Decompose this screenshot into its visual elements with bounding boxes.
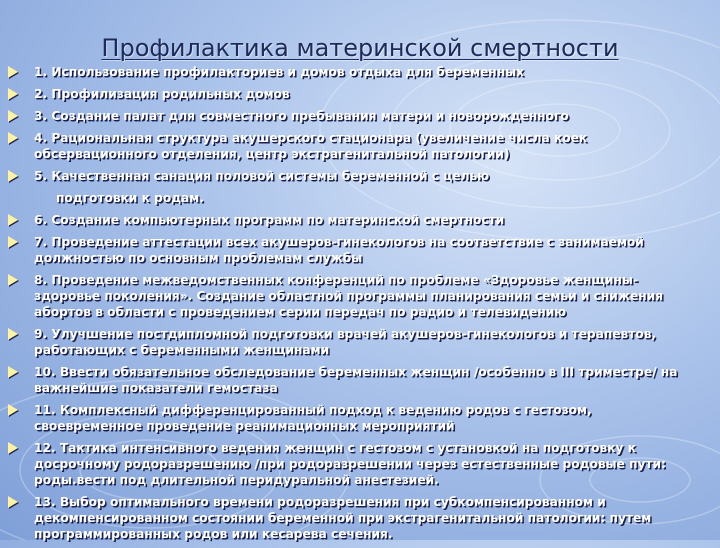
arrow-bullet-icon bbox=[8, 170, 18, 182]
list-item bbox=[6, 168, 700, 184]
list-item bbox=[6, 326, 700, 358]
list-item-text: 4. Рациональная структура акушерского стационара (увеличение числа коек обсервационного отделения, центр экстрагенитальной патологии) bbox=[34, 131, 588, 161]
arrow-bullet-icon bbox=[8, 328, 18, 340]
list-item-text: 9. Улучшение постдипломной подготовки врачей акушеров-гинекологов и терапевтов, работающих с беременными женщинами bbox=[34, 327, 657, 357]
list-item bbox=[6, 64, 700, 80]
list-item-text: 7. Проведение аттестации всех акушеров-гинекологов на соответствие с занимаемой должностью по основным проблемам службы bbox=[34, 235, 644, 265]
list-item bbox=[6, 190, 700, 206]
arrow-bullet-icon bbox=[8, 66, 18, 78]
arrow-bullet-icon bbox=[8, 404, 18, 416]
arrow-bullet-icon bbox=[8, 366, 18, 378]
arrow-bullet-icon bbox=[8, 274, 18, 286]
list-item bbox=[6, 234, 700, 266]
list-item-text: 13. Выбор оптимального времени родоразрешения при субкомпенсированном и декомпенсированном состоянии беременной при экстрагенитальной патологии: путем программированных родов или кесарева сечения. bbox=[34, 495, 652, 541]
list-item-text: 6. Создание компьютерных программ по материнской смертности bbox=[34, 213, 505, 227]
list-item bbox=[6, 402, 700, 434]
list-item bbox=[6, 108, 700, 124]
arrow-bullet-icon bbox=[8, 214, 18, 226]
list-item-text: подготовки к родам. bbox=[56, 191, 204, 205]
list-item-text: 5. Качественная санация половой системы беременной с целью bbox=[34, 169, 490, 183]
list-item bbox=[6, 494, 700, 542]
arrow-bullet-icon bbox=[8, 442, 18, 454]
list-item-text: 8. Проведение межведомственных конференций по проблеме «Здоровье женщины- здоровье поколения». Создание областной программы планирования семьи и снижения абортов в области с проведением серии передач по радио и телевидению bbox=[34, 273, 664, 319]
list-item bbox=[6, 130, 700, 162]
list-item-text: 11. Комплексный дифференцированный подход к ведению родов с гестозом, своевременное проведение реанимационных мероприятий bbox=[34, 403, 592, 433]
arrow-bullet-icon bbox=[8, 236, 18, 248]
arrow-bullet-icon bbox=[8, 88, 18, 100]
list-item bbox=[6, 272, 700, 320]
list-item-text: 10. Ввести обязательное обследование беременных женщин /особенно в III триместре/ на важнейшие показатели гемостаза bbox=[34, 365, 678, 395]
bullet-list bbox=[6, 64, 700, 548]
slide-title: Профилактика материнской смертности bbox=[101, 34, 619, 62]
list-item-text: 2. Профилизация родильных домов bbox=[34, 87, 290, 101]
list-item bbox=[6, 364, 700, 396]
list-item bbox=[6, 440, 700, 488]
list-item-text: 3. Создание палат для совместного пребывания матери и новорожденного bbox=[34, 109, 569, 123]
list-item bbox=[6, 86, 700, 102]
list-item-text: 12. Тактика интенсивного ведения женщин с гестозом с установкой на подготовку к досрочному родоразрешению /при родоразрешении через естественные родовые пути: роды.вести под длительной перидуральной анестезией. bbox=[34, 441, 666, 487]
list-item-text: 1. Использование профилакториев и домов отдыха для беременных bbox=[34, 65, 525, 79]
list-item bbox=[6, 212, 700, 228]
arrow-bullet-icon bbox=[8, 496, 18, 508]
arrow-bullet-icon bbox=[8, 132, 18, 144]
arrow-bullet-icon bbox=[8, 110, 18, 122]
